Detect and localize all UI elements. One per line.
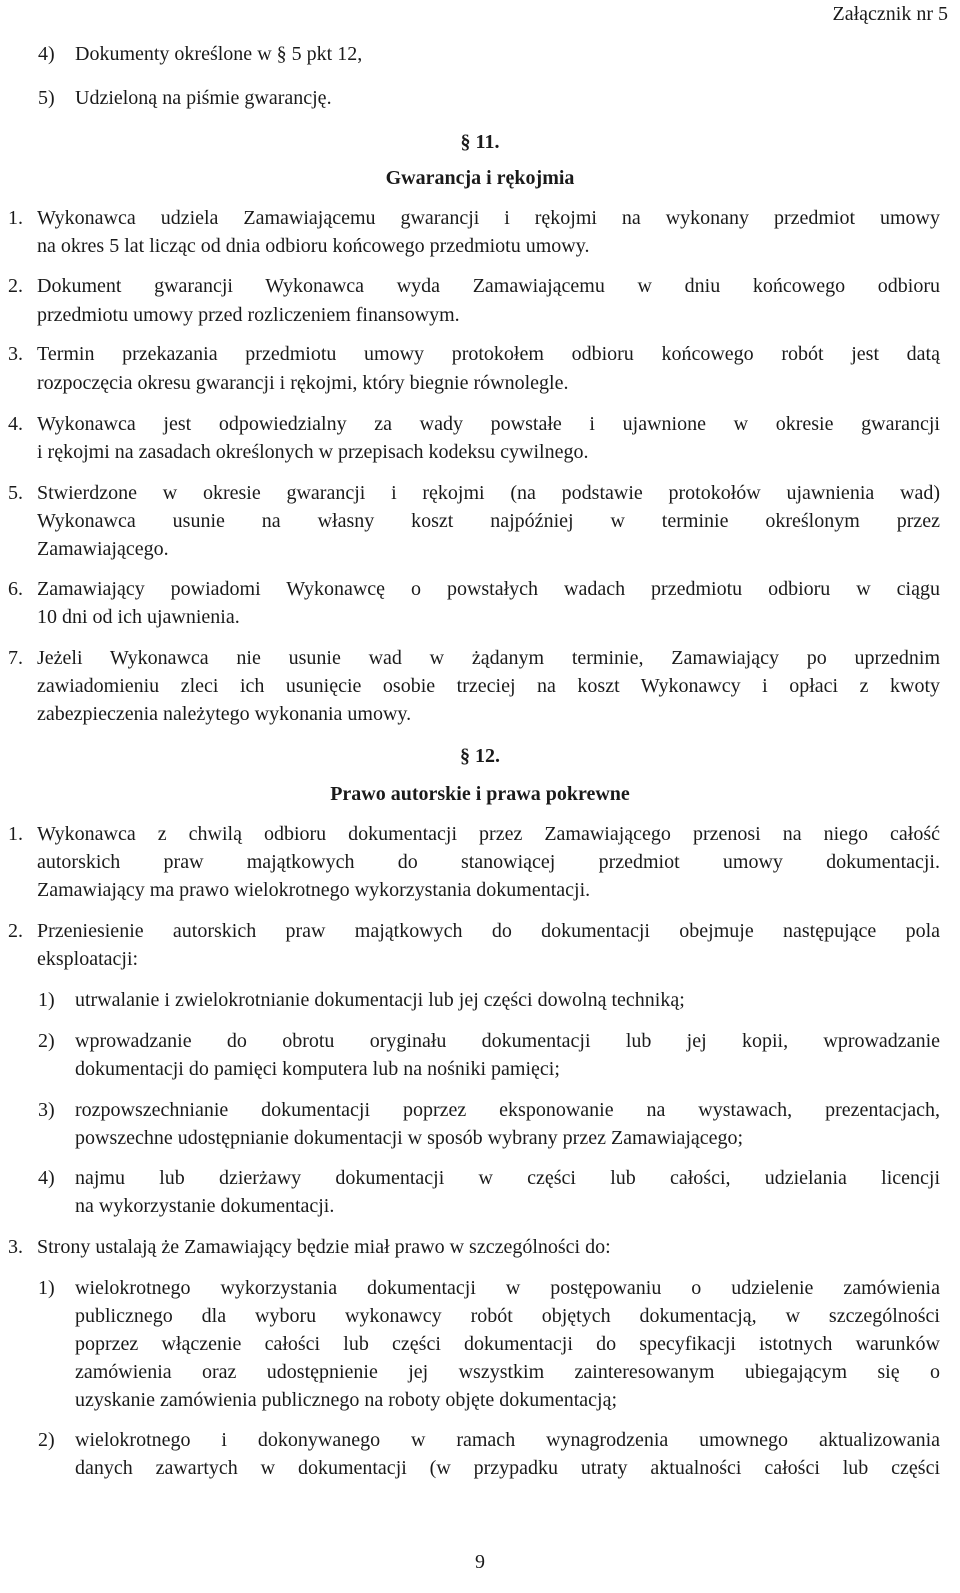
section-title: Gwarancja i rękojmia bbox=[385, 167, 575, 189]
paragraph-line: zabezpieczenia należytego wykonania umowy. bbox=[37, 703, 412, 725]
paragraph-line: na okres 5 lat licząc od dnia odbioru końcowego przedmiotu umowy. bbox=[37, 235, 590, 257]
paragraph-line: Stwierdzone w okresie gwarancji i rękojmi (na podstawie protokołów ujawnienia wad) bbox=[37, 482, 940, 504]
list-item-number: 2) bbox=[38, 1030, 55, 1052]
list-item-line: wielokrotnego i dokonywanego w ramach wynagrodzenia umownego aktualizowania bbox=[75, 1429, 940, 1451]
paragraph-line: przedmiotu umowy przed rozliczeniem finansowym. bbox=[37, 304, 460, 326]
list-item-number: 2) bbox=[38, 1429, 55, 1451]
paragraph-number: 3. bbox=[8, 343, 23, 365]
list-item-line: uzyskanie zamówienia publicznego na roboty objęte dokumentacją; bbox=[75, 1389, 618, 1411]
list-item-text: Udzieloną na piśmie gwarancję. bbox=[75, 87, 332, 109]
list-item-line: rozpowszechnianie dokumentacji poprzez eksponowanie na wystawach, prezentacjach, bbox=[75, 1099, 940, 1121]
list-item-line: najmu lub dzierżawy dokumentacji w części lub całości, udzielania licencji bbox=[75, 1167, 940, 1189]
paragraph-number: 4. bbox=[8, 413, 23, 435]
paragraph-number: 6. bbox=[8, 578, 23, 600]
paragraph-number: 3. bbox=[8, 1236, 23, 1258]
list-item-line: danych zawartych w dokumentacji (w przypadku utraty aktualności całości lub części bbox=[75, 1457, 940, 1479]
list-item-line: publicznego dla wyboru wykonawcy robót objętych dokumentacją, w szczególności bbox=[75, 1305, 940, 1327]
list-item-number: 4) bbox=[38, 43, 55, 65]
paragraph-line: autorskich praw majątkowych do stanowiącej przedmiot umowy dokumentacji. bbox=[37, 851, 940, 873]
section-title: Prawo autorskie i prawa pokrewne bbox=[330, 783, 630, 805]
paragraph-line: rozpoczęcia okresu gwarancji i rękojmi, który biegnie równolegle. bbox=[37, 372, 569, 394]
paragraph-line: Wykonawca jest odpowiedzialny za wady powstałe i ujawnione w okresie gwarancji bbox=[37, 413, 940, 435]
paragraph-line: eksploatacji: bbox=[37, 948, 139, 970]
paragraph-line: Zamawiający ma prawo wielokrotnego wykorzystania dokumentacji. bbox=[37, 879, 591, 901]
paragraph-line: Dokument gwarancji Wykonawca wyda Zamawiającemu w dniu końcowego odbioru bbox=[37, 275, 940, 297]
list-item-line: wielokrotnego wykorzystania dokumentacji w postępowaniu o udzielenie zamówienia bbox=[75, 1277, 940, 1299]
list-item-line: poprzez włączenie całości lub części dokumentacji do specyfikacji istotnych warunków bbox=[75, 1333, 940, 1355]
list-item-line: zamówienia oraz udostępnienie jej wszystkim zainteresowanym ubiegającym się o bbox=[75, 1361, 940, 1383]
paragraph-line: Jeżeli Wykonawca nie usunie wad w żądanym terminie, Zamawiający po uprzednim bbox=[37, 647, 940, 669]
list-item-line: na wykorzystanie dokumentacji. bbox=[75, 1195, 335, 1217]
paragraph-number: 1. bbox=[8, 823, 23, 845]
paragraph-number: 5. bbox=[8, 482, 23, 504]
list-item-number: 1) bbox=[38, 1277, 55, 1299]
paragraph-line: Przeniesienie autorskich praw majątkowych do dokumentacji obejmuje następujące pola bbox=[37, 920, 940, 942]
paragraph-line: Termin przekazania przedmiotu umowy protokołem odbioru końcowego robót jest datą bbox=[37, 343, 940, 365]
list-item-line: wprowadzanie do obrotu oryginału dokumentacji lub jej kopii, wprowadzanie bbox=[75, 1030, 940, 1052]
section-number: § 12. bbox=[460, 745, 500, 767]
paragraph-line: i rękojmi na zasadach określonych w przepisach kodeksu cywilnego. bbox=[37, 441, 589, 463]
list-item-number: 1) bbox=[38, 989, 55, 1011]
paragraph-number: 1. bbox=[8, 207, 23, 229]
list-item-number: 3) bbox=[38, 1099, 55, 1121]
paragraph-line: Wykonawca z chwilą odbioru dokumentacji przez Zamawiającego przenosi na niego całość bbox=[37, 823, 940, 845]
list-item-line: powszechne udostępnianie dokumentacji w sposób wybrany przez Zamawiającego; bbox=[75, 1127, 744, 1149]
paragraph-line: Zamawiający powiadomi Wykonawcę o powstałych wadach przedmiotu odbioru w ciągu bbox=[37, 578, 940, 600]
paragraph-line: Zamawiającego. bbox=[37, 538, 169, 560]
list-item-number: 5) bbox=[38, 87, 55, 109]
paragraph-number: 2. bbox=[8, 920, 23, 942]
paragraph-number: 7. bbox=[8, 647, 23, 669]
list-item-line: dokumentacji do pamięci komputera lub na nośniki pamięci; bbox=[75, 1058, 560, 1080]
page-number: 9 bbox=[475, 1551, 485, 1573]
paragraph-line: zawiadomieniu zleci ich usunięcie osobie trzeciej na koszt Wykonawcy i opłaci z kwoty bbox=[37, 675, 940, 697]
paragraph-line: Strony ustalają że Zamawiający będzie miał prawo w szczególności do: bbox=[37, 1236, 611, 1258]
paragraph-line: Wykonawca udziela Zamawiającemu gwarancji i rękojmi na wykonany przedmiot umowy bbox=[37, 207, 940, 229]
paragraph-line: Wykonawca usunie na własny koszt najpóźniej w terminie określonym przez bbox=[37, 510, 940, 532]
list-item-text: Dokumenty określone w § 5 pkt 12, bbox=[75, 43, 363, 65]
list-item-number: 4) bbox=[38, 1167, 55, 1189]
annex-label: Załącznik nr 5 bbox=[832, 3, 948, 25]
paragraph-number: 2. bbox=[8, 275, 23, 297]
section-number: § 11. bbox=[460, 131, 500, 153]
paragraph-line: 10 dni od ich ujawnienia. bbox=[37, 606, 240, 628]
list-item-line: utrwalanie i zwielokrotnianie dokumentacji lub jej części dowolną techniką; bbox=[75, 989, 685, 1011]
